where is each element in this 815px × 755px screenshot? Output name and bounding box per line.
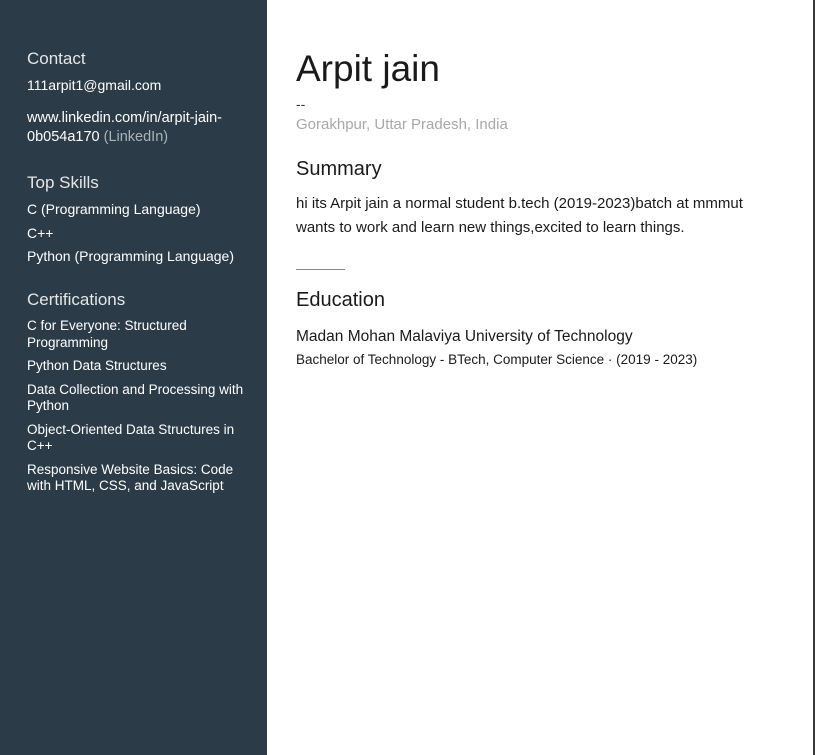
- certifications-section: [27, 290, 257, 495]
- linkedin-url[interactable]: www.linkedin.com/in/arpit-jain-0b054a170: [27, 110, 223, 145]
- certification-item: Responsive Website Basics: Code with HTML, CSS, and JavaScript: [27, 461, 234, 493]
- linkedin-tag: (LinkedIn): [103, 129, 169, 145]
- certification-item: Python Data Structures: [27, 358, 167, 373]
- section-divider: [296, 269, 345, 270]
- skill-item: C (Programming Language): [27, 201, 201, 217]
- certification-item: C for Everyone: Structured Programming: [27, 318, 187, 350]
- skill-item: C++: [27, 224, 54, 241]
- top-skills-heading: Top Skills: [27, 173, 99, 192]
- certification-item: Data Collection and Processing with Python: [27, 381, 244, 413]
- certifications-heading: Certifications: [27, 290, 126, 309]
- top-skills-section: [27, 173, 257, 264]
- profile-headline: --: [296, 96, 306, 112]
- education-degree: Bachelor of Technology - BTech, Computer Science · (2019 - 2023): [296, 352, 698, 367]
- contact-heading: Contact: [27, 49, 86, 68]
- contact-section: [27, 49, 257, 147]
- linkedin-link[interactable]: [27, 109, 257, 147]
- education-heading: Education: [296, 289, 385, 311]
- main-content: [296, 47, 796, 368]
- summary-heading: Summary: [296, 158, 382, 180]
- skill-item: Python (Programming Language): [27, 248, 235, 264]
- certification-item: Object-Oriented Data Structures in C++: [27, 421, 235, 453]
- contact-email[interactable]: 111arpit1@gmail.com: [27, 77, 162, 93]
- profile-location: Gorakhpur, Uttar Pradesh, India: [296, 116, 508, 133]
- sidebar: [0, 0, 267, 755]
- profile-name: Arpit jain: [296, 48, 440, 89]
- education-school: Madan Mohan Malaviya University of Technology: [296, 328, 633, 345]
- summary-text: hi its Arpit jain a normal student b.tech (2019-2023)batch at mmmut wants to work and learn new things,excited to learn things.: [296, 195, 743, 236]
